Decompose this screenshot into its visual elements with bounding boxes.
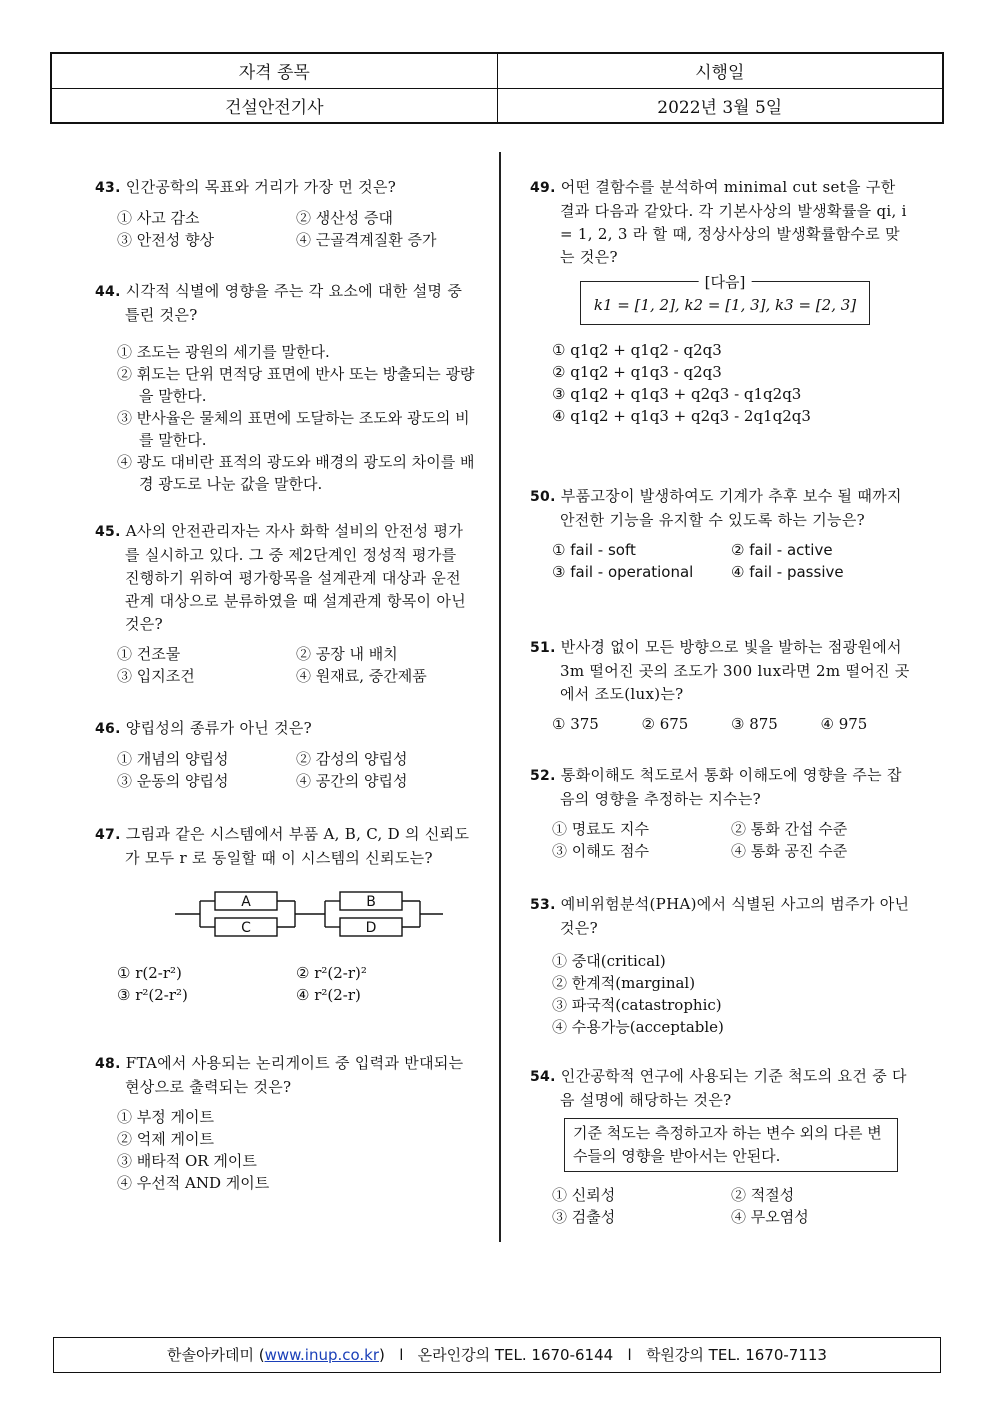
option-1[interactable]: ① 개념의 양립성 — [117, 750, 229, 768]
question-52 — [530, 764, 910, 862]
question-number: 53. — [530, 897, 556, 913]
exam-header-table — [50, 52, 944, 124]
reliability-circuit-diagram — [175, 884, 445, 944]
option-3[interactable]: ③ r²(2-r²) — [117, 986, 188, 1004]
option-1[interactable]: ① 375 — [552, 715, 599, 733]
option-2[interactable]: ② 억제 게이트 — [117, 1130, 214, 1148]
option-3[interactable]: ③ 검출성 — [552, 1208, 616, 1226]
option-1[interactable]: ① 건조물 — [117, 645, 181, 663]
option-1[interactable]: ① 신뢰성 — [552, 1186, 616, 1204]
header-subject-value: 건설안전기사 — [51, 88, 497, 123]
option-1[interactable]: ① 명료도 지수 — [552, 820, 649, 838]
option-2[interactable]: ② q1q2 + q1q3 - q2q3 — [552, 363, 722, 381]
question-text: 그림과 같은 시스템에서 부품 A, B, C, D 의 신뢰도가 모두 r 로 동일할 때 이 시스템의 신뢰도는? — [125, 825, 470, 867]
option-4[interactable]: ④ 975 — [820, 715, 868, 733]
option-4[interactable]: ④ 수용가능(acceptable) — [552, 1018, 724, 1036]
option-1[interactable]: ① 조도는 광원의 세기를 말한다. — [117, 343, 330, 361]
component-c-label: C — [241, 920, 251, 936]
option-3[interactable]: ③ 반사율은 물체의 표면에 도달하는 조도와 광도의 비를 말한다. — [117, 409, 470, 449]
option-2[interactable]: ② 통화 간섭 수준 — [731, 820, 848, 838]
question-text: A사의 안전관리자는 자사 화학 설비의 안전성 평가를 실시하고 있다. 그 중 제2단계인 정성적 평가를 진행하기 위하여 평가항목을 설계관계 대상과 운전관계 대상으로 분류하였을 때 설계관계 항목이 아닌 것은? — [125, 522, 467, 633]
question-number: 45. — [95, 524, 121, 540]
option-4[interactable]: ④ 근골격계질환 증가 — [296, 231, 437, 249]
option-3[interactable]: ③ 파국적(catastrophic) — [552, 996, 722, 1014]
option-4[interactable]: ④ r²(2-r) — [296, 986, 361, 1004]
option-4[interactable]: ④ 무오염성 — [731, 1208, 809, 1226]
option-3[interactable]: ③ 배타적 OR 게이트 — [117, 1152, 257, 1170]
option-3[interactable]: ③ 안전성 향상 — [117, 231, 214, 249]
question-49 — [530, 176, 910, 427]
question-51 — [530, 636, 910, 735]
question-number: 47. — [95, 827, 121, 843]
question-text: 인간공학의 목표와 거리가 가장 먼 것은? — [125, 178, 397, 196]
header-date-value: 2022년 3월 5일 — [497, 88, 943, 123]
option-4[interactable]: ④ fail - passive — [731, 563, 844, 581]
option-1[interactable]: ① q1q2 + q1q2 - q2q3 — [552, 341, 722, 359]
question-number: 48. — [95, 1056, 121, 1072]
question-text: 통화이해도 척도로서 통화 이해도에 영향을 주는 잡음의 영향을 추정하는 지수는? — [560, 766, 902, 808]
question-text: 어떤 결함수를 분석하여 minimal cut set을 구한 결과 다음과 같았다. 각 기본사상의 발생확률을 qi, i = 1, 2, 3 라 할 때, 정상사상의 발생확률함수로 맞는 것은? — [560, 178, 907, 266]
given-content: k1 = [1, 2], k2 = [1, 3], k3 = [2, 3] — [593, 296, 857, 314]
option-3[interactable]: ③ 입지조건 — [117, 667, 195, 685]
question-48 — [95, 1052, 475, 1194]
option-2[interactable]: ② 675 — [641, 715, 689, 733]
header-subject-title: 자격 종목 — [51, 53, 497, 88]
question-text: 예비위험분석(PHA)에서 식별된 사고의 범주가 아닌 것은? — [560, 895, 910, 937]
option-3[interactable]: ③ 875 — [731, 715, 778, 733]
option-3[interactable]: ③ 이해도 점수 — [552, 842, 649, 860]
question-47 — [95, 823, 475, 1006]
given-conditions-box — [580, 273, 870, 325]
question-text: FTA에서 사용되는 논리게이트 중 입력과 반대되는 현상으로 출력되는 것은? — [125, 1054, 464, 1096]
option-2[interactable]: ② fail - active — [731, 541, 833, 559]
question-number: 52. — [530, 768, 556, 784]
option-2[interactable]: ② 공장 내 배치 — [296, 645, 398, 663]
question-text: 시각적 식별에 영향을 주는 각 요소에 대한 설명 중 틀린 것은? — [125, 282, 463, 324]
question-number: 46. — [95, 721, 121, 737]
question-54 — [530, 1065, 910, 1228]
option-1[interactable]: ① fail - soft — [552, 541, 636, 559]
option-4[interactable]: ④ 통화 공진 수준 — [731, 842, 848, 860]
option-2[interactable]: ② 적절성 — [731, 1186, 795, 1204]
question-44 — [95, 280, 475, 495]
option-2[interactable]: ② 생산성 증대 — [296, 209, 393, 227]
question-number: 44. — [95, 284, 121, 300]
option-4[interactable]: ④ q1q2 + q1q3 + q2q3 - 2q1q2q3 — [552, 407, 811, 425]
question-45 — [95, 520, 475, 687]
criterion-description-box: 기준 척도는 측정하고자 하는 변수 외의 다른 변수들의 영향을 받아서는 안된다. — [564, 1118, 898, 1172]
question-53 — [530, 893, 910, 1038]
option-3[interactable]: ③ 운동의 양립성 — [117, 772, 229, 790]
header-date-title: 시행일 — [497, 53, 943, 88]
footer-contact: ) l 온라인강의 TEL. 1670-6144 l 학원강의 TEL. 1670-7113 — [379, 1346, 827, 1364]
option-4[interactable]: ④ 원재료, 중간제품 — [296, 667, 427, 685]
option-2[interactable]: ② r²(2-r)² — [296, 964, 367, 982]
question-number: 50. — [530, 489, 556, 505]
option-3[interactable]: ③ q1q2 + q1q3 + q2q3 - q1q2q3 — [552, 385, 802, 403]
component-d-label: D — [365, 920, 377, 936]
question-number: 51. — [530, 640, 556, 656]
question-50 — [530, 485, 910, 583]
option-1[interactable]: ① 중대(critical) — [552, 952, 666, 970]
option-4[interactable]: ④ 우선적 AND 게이트 — [117, 1174, 270, 1192]
option-3[interactable]: ③ fail - operational — [552, 563, 694, 581]
question-number: 43. — [95, 180, 121, 196]
option-4[interactable]: ④ 광도 대비란 표적의 광도와 배경의 광도의 차이를 배경 광도로 나눈 값을 말한다. — [117, 453, 475, 493]
question-text: 반사경 없이 모든 방향으로 빛을 발하는 점광원에서 3m 떨어진 곳의 조도가 300 lux라면 2m 떨어진 곳에서 조도(lux)는? — [560, 638, 910, 703]
component-b-label: B — [366, 894, 376, 910]
option-1[interactable]: ① r(2-r²) — [117, 964, 182, 982]
option-1[interactable]: ① 사고 감소 — [117, 209, 200, 227]
option-2[interactable]: ② 한계적(marginal) — [552, 974, 696, 992]
question-number: 54. — [530, 1069, 556, 1085]
question-46 — [95, 717, 475, 792]
given-label: [다음] — [699, 271, 752, 292]
question-text: 인간공학적 연구에 사용되는 기준 척도의 요건 중 다음 설명에 해당하는 것은? — [560, 1067, 907, 1109]
question-text: 부품고장이 발생하여도 기계가 추후 보수 될 때까지 안전한 기능을 유지할 수 있도록 하는 기능은? — [560, 487, 902, 529]
option-4[interactable]: ④ 공간의 양립성 — [296, 772, 408, 790]
question-text: 양립성의 종류가 아닌 것은? — [125, 719, 313, 737]
footer-academy: 한솔아카데미 ( — [167, 1346, 265, 1364]
option-2[interactable]: ② 감성의 양립성 — [296, 750, 408, 768]
column-divider — [499, 152, 501, 1242]
footer-website-link[interactable]: www.inup.co.kr — [264, 1346, 380, 1364]
page-footer — [53, 1337, 941, 1373]
component-a-label: A — [241, 894, 251, 910]
question-number: 49. — [530, 180, 556, 196]
option-1[interactable]: ① 부정 게이트 — [117, 1108, 214, 1126]
question-43 — [95, 176, 475, 251]
option-2[interactable]: ② 휘도는 단위 면적당 표면에 반사 또는 방출되는 광량을 말한다. — [117, 365, 475, 405]
